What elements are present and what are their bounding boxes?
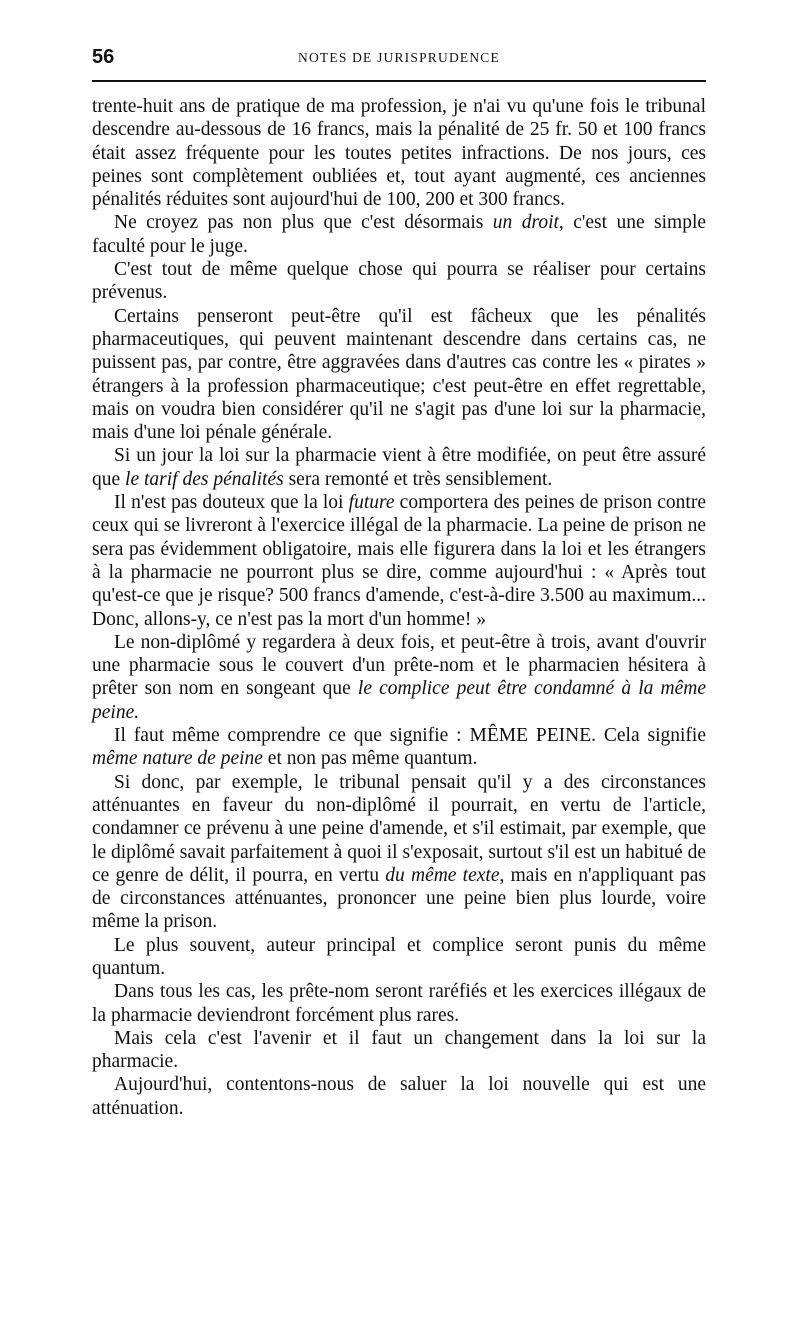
text-run: , c'est une simple faculté pour le juge. [92, 212, 707, 257]
italic-run: un droit [492, 212, 559, 234]
text-run: trente-huit ans de pratique de ma profession, je n'ai vu qu'une fois le tribunal descendre au-dessous de 16 francs, mais la pénalité de 25 fr. 50 et 100 francs était assez fréquente pour les toutes petites infractions. De nos jours, ces peines sont complètement oubliées et, tout ayant augmenté, ces anciennes pénalités réduites sont aujourd'hui de 100, 200 et 300 francs. [92, 96, 706, 211]
text-run: Certains penseront peut-être qu'il est fâcheux que les pénalités pharmaceutiques, qui peuvent maintenant descendre dans certains cas, ne puissent pas, par contre, être aggravées dans d'autres cas contre les « pirates » étrangers à la profession pharmaceutique; c'est peut-être en effet regrettable, mais on voudra bien considérer qu'il ne s'agit pas d'une loi sur la pharmacie, mais d'une loi pénale générale. [92, 305, 706, 444]
italic-run: le complice peut être condamné à la même peine. [92, 678, 706, 723]
body-text [92, 95, 706, 1120]
text-run: Dans tous les cas, les prête-nom seront raréfiés et les exercices illégaux de la pharmacie deviendront forcément plus rares. [92, 981, 706, 1026]
paragraph [92, 771, 706, 934]
text-run: Si un jour la loi sur la pharmacie vient à être modifiée, on peut être assuré que [92, 445, 706, 490]
text-run: Il faut même comprendre ce que signifie : MÊME PEINE. Cela signifie [114, 725, 706, 747]
paragraph [92, 1027, 706, 1074]
text-run: , mais en n'appliquant pas de circonstances atténuantes, prononcer une peine bien plus lourde, voire même la prison. [92, 864, 706, 933]
text-run: Le plus souvent, auteur principal et complice seront punis du même quantum. [92, 934, 706, 979]
text-run: Ne croyez pas non plus que c'est désormais [114, 212, 493, 234]
page-number: 56 [92, 46, 115, 68]
header-rule [92, 80, 706, 82]
paragraph [92, 980, 706, 1027]
paragraph [92, 305, 706, 445]
italic-run: même nature de peine [92, 748, 263, 770]
paragraph [92, 95, 706, 211]
paragraph [92, 491, 706, 631]
paragraph [92, 934, 706, 981]
paragraph [92, 1073, 706, 1120]
text-run: Si donc, par exemple, le tribunal pensait qu'il y a des circonstances atténuantes en faveur du non-diplômé il pourrait, en vertu de l'article, condamner ce prévenu à une peine d'amende, et s'il estimait, par exemple, que le diplômé savait parfaitement à quoi il s'exposait, surtout s'il est un habitué de ce genre de délit, il pourra, en vertu [92, 771, 706, 886]
paragraph [92, 258, 706, 305]
paragraph [92, 211, 706, 258]
page-header [92, 46, 706, 76]
text-run: Mais cela c'est l'avenir et il faut un changement dans la loi sur la pharmacie. [92, 1027, 706, 1073]
running-title: NOTES DE JURISPRUDENCE [298, 50, 500, 65]
text-run: comportera des peines de prison contre ceux qui se livreront à l'exercice illégal de la pharmacie. La peine de prison ne sera pas évidemment obligatoire, mais elle figurera dans la loi et les étrangers à la pharmacie ne pourront plus se dire, comme aujourd'hui : « Après tout qu'est-ce que je risque? 500 francs d'amende, c'est-à-dire 3.500 au maximum... Donc, allons-y, ce n'est pas la mort d'un homme! » [92, 492, 706, 630]
text-run: Le non-diplômé y regardera à deux fois, et peut-être à trois, avant d'ouvrir une pharmacie sous le couvert d'un prête-nom et le pharmacien hésitera à prêter son nom en songeant que [92, 631, 706, 700]
paragraph [92, 444, 706, 491]
italic-run: le tarif des pénalités [125, 468, 284, 490]
italic-run: future [348, 492, 395, 514]
text-run: sera remonté et très sensiblement. [283, 468, 553, 490]
italic-run: du même texte [385, 864, 500, 886]
text-run: et non pas même quantum. [262, 748, 478, 770]
text-run: Aujourd'hui, contentons-nous de saluer la loi nouvelle qui est une atténuation. [92, 1074, 706, 1119]
text-run: C'est tout de même quelque chose qui pourra se réaliser pour certains prévenus. [92, 259, 706, 304]
text-run: Il n'est pas douteux que la loi [114, 492, 349, 514]
paragraph [92, 631, 706, 724]
paragraph [92, 724, 706, 771]
